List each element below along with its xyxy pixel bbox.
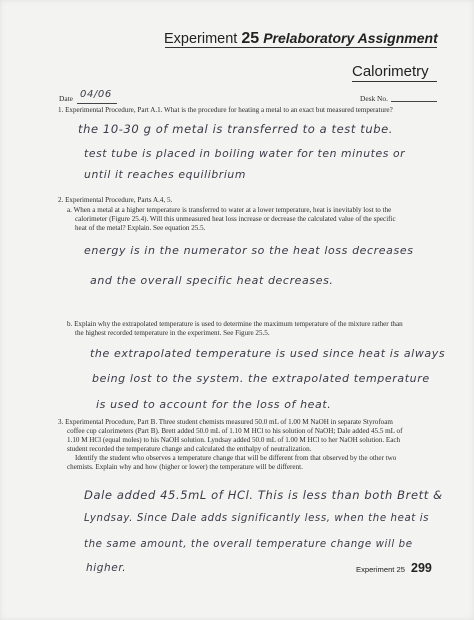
q2b-prompt-line-1: b. Explain why the extrapolated temperature is used to determine the maximum temperature of the mixture rather than bbox=[67, 320, 403, 328]
q2a-prompt-line-2: calorimeter (Figure 25.4). Will this unmeasured heat loss increase or decrease the calculated value of the specific bbox=[75, 215, 396, 223]
q1-answer-line-1: the 10-30 g of metal is transferred to a test tube. bbox=[78, 122, 394, 136]
q3-prompt-line-6: chemists. Explain why and how (higher or lower) the temperature will be different. bbox=[67, 463, 303, 471]
q1-answer-line-3: until it reaches equilibrium bbox=[84, 168, 246, 181]
q2a-answer-line-2: and the overall specific heat decreases. bbox=[90, 274, 334, 287]
header-rule bbox=[165, 47, 437, 48]
date-line bbox=[77, 103, 117, 104]
q3-answer-line-4: higher. bbox=[86, 562, 127, 574]
footer-experiment-label: Experiment 25 bbox=[356, 565, 405, 574]
desk-line bbox=[391, 101, 437, 102]
date-label: Date bbox=[59, 94, 73, 103]
q2a-prompt-line-3: heat of the metal? Explain. See equation 25.5. bbox=[75, 224, 206, 232]
q3-prompt-line-4: student recorded the temperature change and calculated the enthalpy of neutralization. bbox=[67, 445, 312, 453]
page-number: 299 bbox=[411, 561, 432, 575]
q2a-answer-line-1: energy is in the numerator so the heat loss decreases bbox=[84, 244, 414, 257]
q3-prompt-line-5: Identify the student who observes a temperature change that will be different from that observed by the other two bbox=[75, 454, 397, 462]
q2b-answer-line-3: is used to account for the loss of heat. bbox=[96, 398, 332, 411]
experiment-title bbox=[164, 30, 438, 48]
assignment-title: Prelaboratory Assignment bbox=[263, 30, 438, 46]
q3-prompt-line-1: 3. Experimental Procedure, Part B. Three student chemists measured 50.0 mL of 1.00 M NaOH in separate Styrofoam bbox=[58, 418, 393, 426]
q3-answer-line-2: Lyndsay. Since Dale adds significantly less, when the heat is bbox=[84, 513, 430, 524]
q3-prompt-line-3: 1.10 M HCl (equal moles) to his NaOH solution. Lyndsay added 50.0 mL of 1.00 M HCl to her NaOH solution. Each bbox=[67, 436, 401, 444]
desk-label: Desk No. bbox=[360, 94, 388, 103]
q2-prompt: 2. Experimental Procedure, Parts A.4, 5. bbox=[58, 196, 173, 204]
date-value: 04/06 bbox=[80, 89, 112, 100]
q3-prompt-line-2: coffee cup calorimeters (Part B). Brett added 50.0 mL of 1.10 M HCl to his solution of NaOH; Dale added 45.5 mL of bbox=[67, 427, 403, 435]
q3-answer-line-1: Dale added 45.5mL of HCl. This is less than both Brett & bbox=[84, 488, 443, 502]
q3-answer-line-3: the same amount, the overall temperature change will be bbox=[84, 539, 413, 550]
topic-rule bbox=[352, 81, 437, 82]
q1-answer-line-2: test tube is placed in boiling water for ten minutes or bbox=[84, 147, 406, 160]
topic-title: Calorimetry bbox=[352, 63, 429, 80]
q2b-answer-line-1: the extrapolated temperature is used since heat is always bbox=[90, 347, 446, 360]
q2a-prompt-line-1: a. When a metal at a higher temperature is transferred to water at a lower temperature, heat is inevitably lost to the bbox=[67, 206, 392, 214]
q2b-answer-line-2: being lost to the system. the extrapolated temperature bbox=[92, 372, 430, 385]
experiment-word: Experiment bbox=[164, 31, 238, 47]
q1-prompt: 1. Experimental Procedure, Part A.1. What is the procedure for heating a metal to an exact but measured temperature? bbox=[58, 106, 393, 114]
q2b-prompt-line-2: the highest recorded temperature in the experiment. See Figure 25.5. bbox=[75, 329, 270, 337]
experiment-number: 25 bbox=[241, 30, 260, 47]
